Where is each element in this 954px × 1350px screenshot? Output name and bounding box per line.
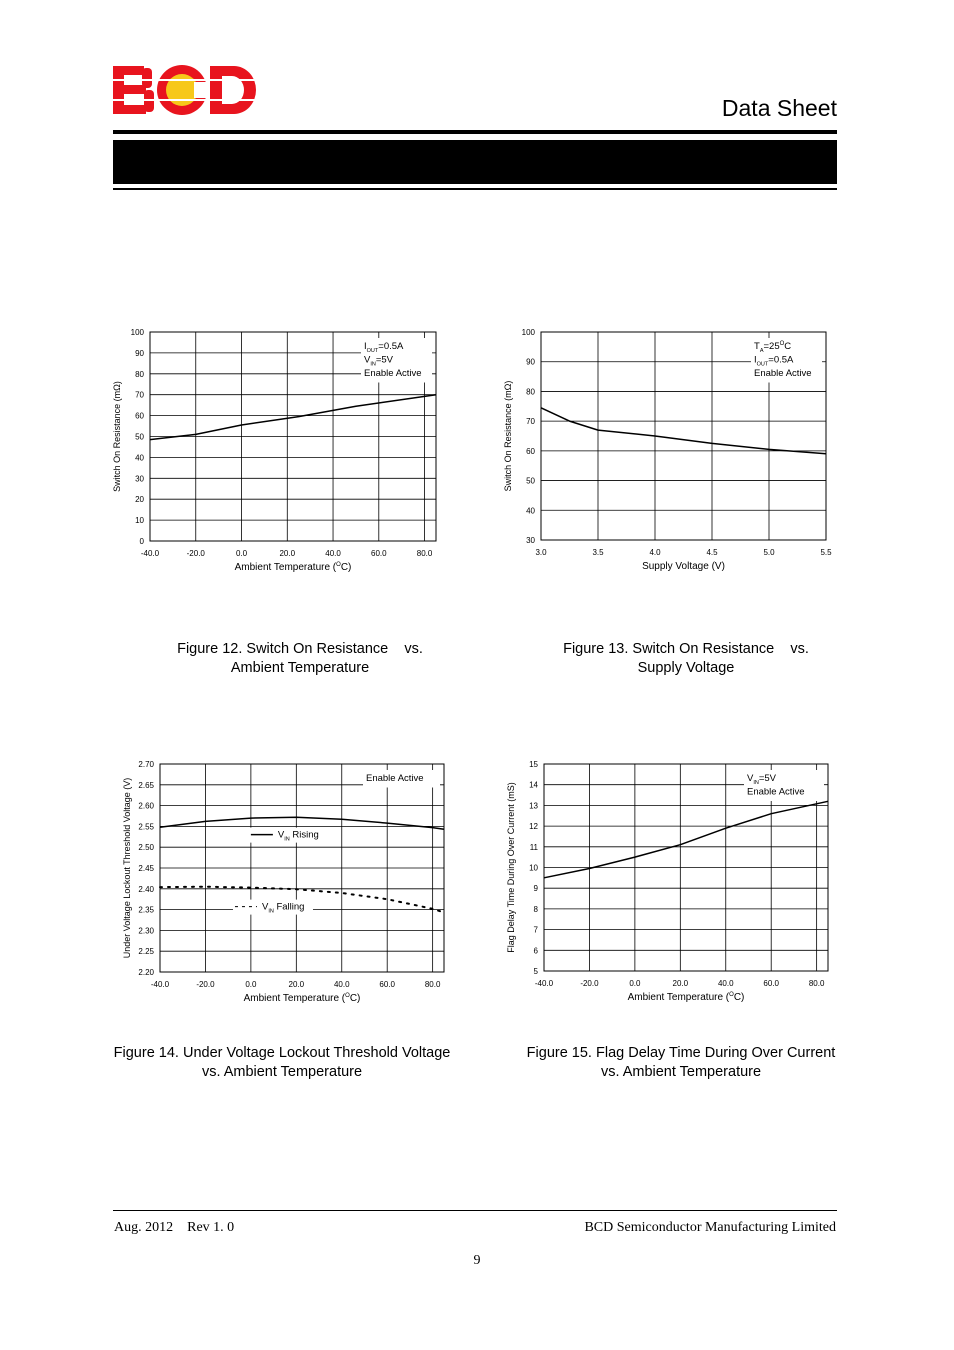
caption-line: vs. Ambient Temperature [201, 1064, 363, 1080]
series-line-1 [544, 801, 828, 878]
x-tick-label: 0.0 [245, 980, 257, 989]
x-tick-label: 3.0 [535, 548, 547, 557]
x-tick-label: 20.0 [288, 980, 305, 989]
y-tick-label: 30 [135, 474, 144, 484]
figure-15-caption [505, 1044, 857, 1082]
caption-line: Figure 12. Switch On Resistance vs. [177, 641, 423, 657]
y-tick-label: 15 [529, 760, 538, 769]
y-tick-label: 2.35 [138, 905, 154, 915]
x-tick-label: -20.0 [186, 549, 205, 558]
annotation-line: $I_{OUT}=0.5A$ [364, 341, 404, 354]
y-tick-label: 70 [526, 417, 535, 427]
caption-line: Supply Voltage [637, 660, 735, 676]
x-tick-label: 60.0 [379, 980, 395, 989]
y-tick-label: 40 [135, 453, 144, 463]
annotation-line: $V_{IN}=5V$ [364, 354, 394, 368]
y-tick-label: 12 [529, 822, 538, 832]
y-axis-label: Switch On Resistance (mΩ) [112, 381, 122, 492]
legend-label: $V_{IN}$ Falling [261, 901, 305, 915]
x-tick-label: 40.0 [717, 979, 734, 988]
y-tick-label: 2.45 [138, 864, 154, 873]
x-tick-label: 5.5 [820, 548, 832, 557]
x-axis-label: Supply Voltage (V) [642, 561, 725, 572]
y-tick-label: 0 [139, 537, 144, 546]
y-tick-label: 30 [526, 536, 535, 545]
y-axis-label: Under Voltage Lockout Threshold Voltage (V) [122, 777, 132, 959]
footer-rule [113, 1210, 837, 1211]
x-tick-label: 0.0 [629, 979, 641, 988]
header-rule-thin [113, 188, 837, 190]
y-tick-label: 20 [135, 495, 144, 505]
x-tick-label: 80.0 [808, 979, 825, 988]
x-tick-label: 20.0 [279, 549, 296, 558]
header-rule [113, 130, 837, 134]
y-tick-label: 60 [135, 411, 144, 421]
footer-date-revision: Aug. 2012 Rev 1. 0 [114, 1220, 235, 1235]
x-tick-label: 4.5 [706, 548, 718, 557]
y-tick-label: 7 [533, 925, 538, 935]
figure-12-caption [130, 640, 470, 678]
y-tick-label: 2.50 [138, 843, 154, 853]
y-tick-label: 2.55 [138, 822, 154, 832]
x-tick-label: 4.0 [649, 548, 661, 557]
caption-line: Figure 15. Flag Delay Time During Over Current [526, 1045, 836, 1061]
chart-uvlo-threshold-vs-temperature [110, 752, 460, 1012]
x-tick-label: 60.0 [371, 549, 387, 558]
y-tick-label: 2.60 [138, 801, 154, 811]
x-tick-label: 40.0 [333, 980, 350, 989]
bcd-logo [112, 64, 257, 116]
x-tick-label: 20.0 [672, 979, 689, 988]
y-tick-label: 13 [529, 801, 538, 811]
x-tick-label: -40.0 [150, 980, 170, 989]
x-tick-label: 80.0 [424, 980, 441, 989]
header-band [113, 140, 837, 184]
page-number: 9 [473, 1253, 481, 1268]
y-tick-label: 8 [533, 904, 538, 914]
y-axis-label: Switch On Resistance (mΩ) [503, 380, 513, 492]
series-line-1 [150, 395, 436, 440]
y-tick-label: 10 [529, 863, 538, 873]
x-axis-label: Ambient Temperature ($^O$C) [627, 992, 745, 1003]
y-tick-label: 100 [130, 328, 144, 337]
x-tick-label: -20.0 [580, 979, 599, 988]
x-tick-label: 0.0 [235, 549, 248, 558]
x-tick-label: -40.0 [534, 979, 554, 988]
x-axis-label: Ambient Temperature ($^O$C) [234, 562, 352, 573]
annotation-line: Enable Active [754, 368, 812, 379]
y-tick-label: 2.25 [138, 947, 154, 957]
y-tick-label: 60 [526, 446, 535, 456]
y-tick-label: 9 [533, 884, 538, 894]
y-tick-label: 50 [135, 432, 144, 442]
annotation-line: $I_{OUT}=0.5A$ [754, 354, 794, 368]
series-line-1 [541, 408, 826, 454]
x-tick-label: 5.0 [763, 548, 775, 557]
caption-line: Figure 13. Switch On Resistance vs. [563, 641, 809, 657]
legend-label: $V_{IN}$ Rising [277, 829, 319, 843]
caption-line: vs. Ambient Temperature [600, 1064, 762, 1080]
y-tick-label: 90 [135, 348, 144, 358]
y-tick-label: 80 [135, 369, 144, 379]
x-tick-label: 80.0 [416, 549, 433, 558]
chart-flag-delay-vs-temperature [500, 752, 850, 1012]
y-tick-label: 70 [135, 390, 144, 400]
y-tick-label: 11 [529, 842, 538, 852]
annotation-line: $T_A=25^OC$ [754, 341, 792, 354]
annotation-line: Enable Active [747, 786, 805, 798]
annotation-line: Enable Active [364, 368, 422, 379]
figure-13-caption [516, 640, 856, 678]
y-tick-label: 2.65 [138, 780, 154, 790]
caption-line: Ambient Temperature [230, 660, 370, 676]
y-axis-label: Flag Delay Time During Over Current (mS) [506, 782, 516, 953]
x-tick-label: -20.0 [196, 980, 215, 989]
y-tick-label: 10 [135, 516, 144, 526]
y-tick-label: 2.70 [138, 760, 154, 769]
y-tick-label: 2.40 [138, 884, 154, 894]
y-tick-label: 5 [533, 967, 538, 976]
y-tick-label: 14 [529, 780, 538, 790]
y-tick-label: 90 [526, 357, 535, 367]
series-line-1 [160, 817, 444, 829]
x-tick-label: 3.5 [592, 548, 604, 557]
y-tick-label: 6 [533, 946, 538, 956]
x-axis-label: Ambient Temperature ($^O$C) [243, 993, 361, 1004]
figure-14-caption [108, 1044, 456, 1082]
chart-switch-on-resistance-vs-supply-voltage [500, 320, 850, 580]
y-tick-label: 50 [526, 476, 535, 486]
annotation-line: Enable Active [366, 773, 424, 784]
y-tick-label: 40 [526, 506, 535, 516]
y-tick-label: 80 [526, 387, 535, 397]
chart-switch-on-resistance-vs-temperature [110, 320, 460, 580]
y-tick-label: 100 [521, 328, 535, 337]
y-tick-label: 2.20 [138, 968, 154, 977]
footer-company: BCD Semiconductor Manufacturing Limited [584, 1220, 836, 1235]
x-tick-label: 60.0 [763, 979, 779, 988]
y-tick-label: 2.30 [138, 926, 154, 936]
caption-line: Figure 14. Under Voltage Lockout Threshold Voltage [113, 1045, 451, 1061]
x-tick-label: -40.0 [140, 549, 160, 558]
annotation-line: $V_{IN}=5V$ [747, 773, 777, 786]
page-title: Data Sheet [721, 95, 837, 121]
x-tick-label: 40.0 [325, 549, 341, 558]
